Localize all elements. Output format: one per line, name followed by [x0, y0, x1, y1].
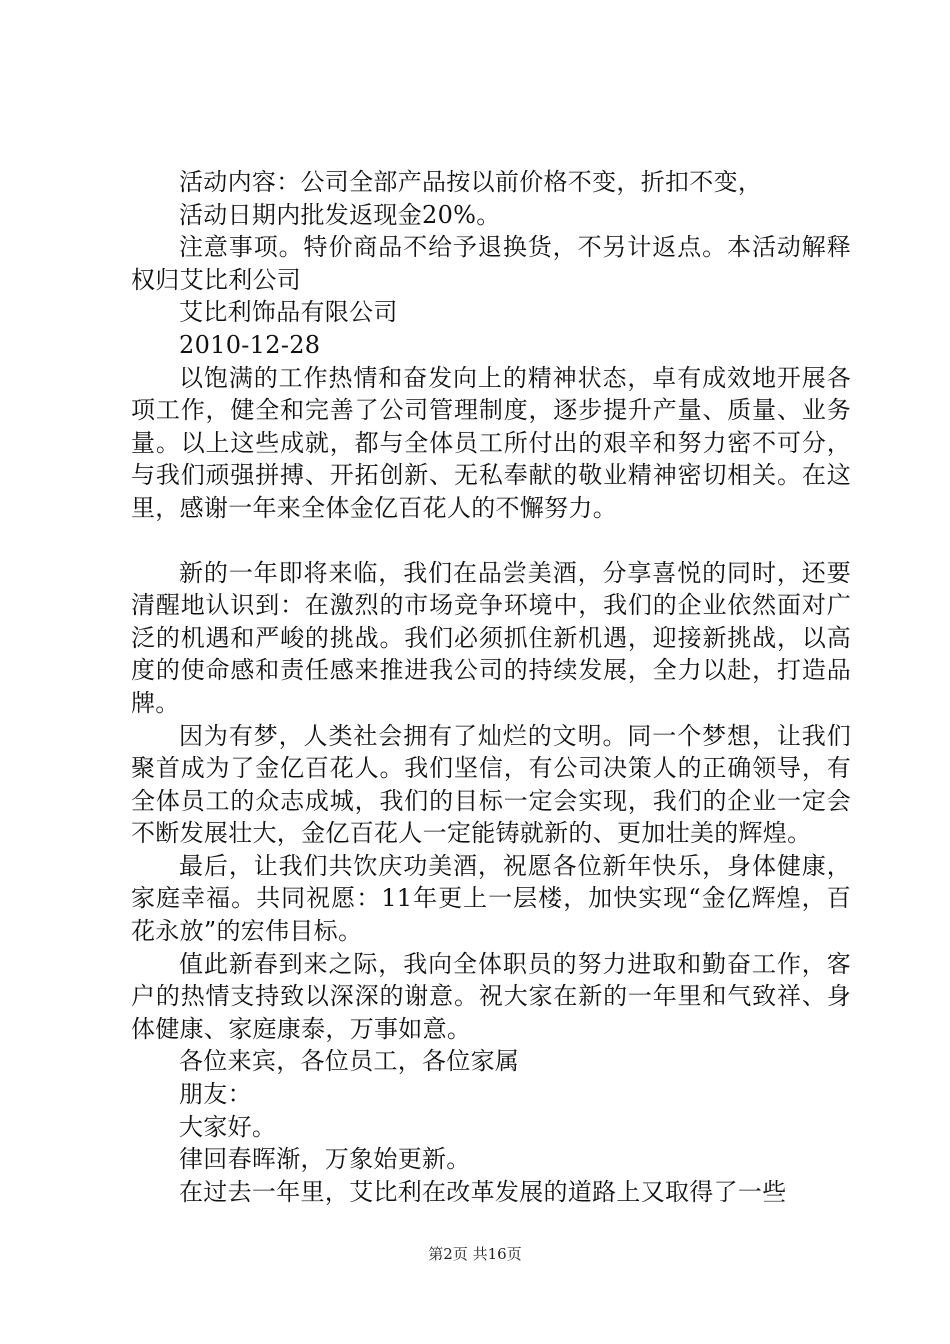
paragraph-thanks: 值此新春到来之际，我向全体职员的努力进取和勤奋工作，客户的热情支持致以深深的谢意。祝大家在新的一年里和气致祥、身体健康、家庭康泰，万事如意。 — [131, 949, 851, 1043]
paragraph-achievements: 以饱满的工作热情和奋发向上的精神状态，卓有成效地开展各项工作，健全和完善了公司管理制度，逐步提升产量、质量、业务量。以上这些成就，都与全体员工所付出的艰辛和努力密不可分，与我们顽强拼搏、开拓创新、无私奉献的敬业精神密切相关。在这里，感谢一年来全体金亿百花人的不懈努力。 — [131, 363, 851, 522]
paragraph-dream: 因为有梦，人类社会拥有了灿烂的文明。同一个梦想，让我们聚首成为了金亿百花人。我们坚信，有公司决策人的正确领导，有全体员工的众志成城，我们的目标一定会实现，我们的企业一定会不断发展壮大，金亿百花人一定能铸就新的、更加壮美的辉煌。 — [131, 721, 851, 848]
paragraph-activity-content: 活动内容：公司全部产品按以前价格不变，折扣不变， — [179, 168, 763, 196]
page-number-footer: 第2页 共16页 — [428, 1245, 522, 1263]
paragraph-friends: 朋友： — [179, 1080, 252, 1109]
paragraph-salutation: 各位来宾，各位员工，各位家属 — [179, 1047, 520, 1076]
paragraph-greeting: 大家好。 — [179, 1112, 277, 1141]
paragraph-new-year: 新的一年即将来临，我们在品尝美酒，分享喜悦的同时，还要清醒地认识到：在激烈的市场竞争环境中，我们的企业依然面对广泛的机遇和严峻的挑战。我们必须抓住新机遇，迎接新挑战，以高度的使命感和责任感来推进我公司的持续发展，全力以赴，打造品牌。 — [131, 558, 851, 717]
paragraph-toast: 最后，让我们共饮庆功美酒，祝愿各位新年快乐，身体健康，家庭幸福。共同祝愿：11年更上一层楼，加快实现“金亿辉煌，百花永放”的宏伟目标。 — [131, 851, 851, 946]
paragraph-activity-date: 活动日期内批发返现金20%。 — [179, 200, 501, 229]
paragraph-gap — [131, 525, 851, 557]
paragraph-spring: 律回春晖渐，万象始更新。 — [179, 1145, 471, 1174]
paragraph-company-signature: 艾比利饰品有限公司 — [179, 298, 398, 327]
paragraph-past-year: 在过去一年里，艾比利在改革发展的道路上又取得了一些 — [179, 1177, 787, 1206]
paragraph-date: 2010-12-28 — [179, 330, 321, 359]
paragraph-notice: 注意事项。特价商品不给予退换货，不另计返点。本活动解释权归艾比利公司 — [131, 233, 851, 294]
document-body — [131, 166, 851, 1208]
